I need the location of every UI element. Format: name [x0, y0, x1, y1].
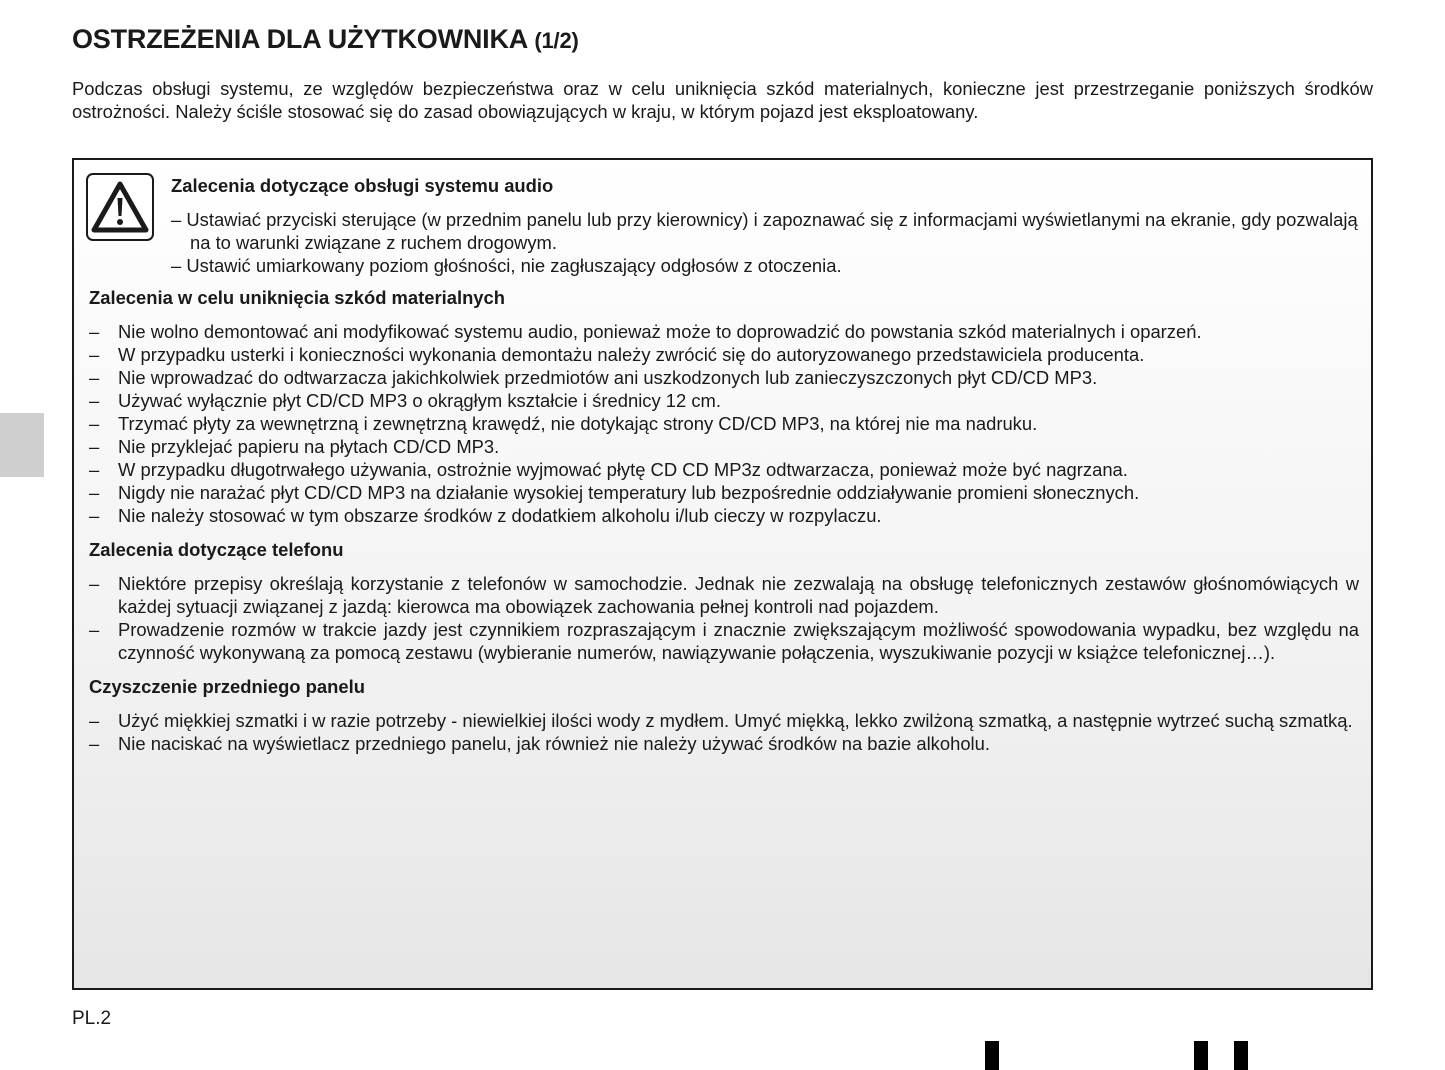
crop-mark — [1234, 1041, 1248, 1070]
section-phone — [89, 538, 1359, 664]
section-heading: Czyszczenie przedniego panelu — [89, 676, 365, 697]
list-item: – Nie wolno demontować ani modyfikować systemu audio, ponieważ może to doprowadzić do powstania szkód materialnych i oparzeń. — [89, 321, 1202, 342]
crop-mark — [985, 1041, 999, 1070]
warning-triangle-icon — [86, 173, 154, 241]
section-material-damage — [89, 286, 1359, 527]
list-item: – Nie należy stosować w tym obszarze środków z dodatkiem alkoholu i/lub cieczy w rozpylaczu. — [89, 505, 882, 526]
section-heading: Zalecenia dotyczące obsługi systemu audio — [171, 175, 554, 196]
section-side-tab — [0, 413, 44, 477]
crop-mark — [1194, 1041, 1208, 1070]
warning-box — [72, 158, 1373, 990]
section-audio — [171, 174, 1361, 277]
page-title — [72, 24, 579, 55]
section-front-panel-cleaning — [89, 675, 1359, 755]
list-item: – Nigdy nie narażać płyt CD/CD MP3 na działanie wysokiej temperatury lub bezpośrednie oddziaływanie promieni słonecznych. — [89, 482, 1140, 503]
page-title-text: OSTRZEŻENIA DLA UŻYTKOWNIKA — [72, 24, 528, 54]
list-item: – Nie naciskać na wyświetlacz przedniego panelu, jak również nie należy używać środków na bazie alkoholu. — [89, 733, 990, 754]
list-item: – Trzymać płyty za wewnętrzną i zewnętrzną krawędź, nie dotykając strony CD/CD MP3, na której nie ma nadruku. — [89, 413, 1038, 434]
list-item: – Nie przyklejać papieru na płytach CD/CD MP3. — [89, 436, 500, 457]
intro-paragraph: Podczas obsługi systemu, ze względów bezpieczeństwa oraz w celu uniknięcia szkód materialnych, konieczne jest przestrzeganie poniższych środków ostrożności. Należy ściśle stosować się do zasad obowiązujących w kraju, w którym pojazd jest eksploatowany. — [72, 78, 1373, 122]
page-title-suffix: (1/2) — [534, 28, 579, 53]
list-item: – Nie wprowadzać do odtwarzacza jakichkolwiek przedmiotów ani uszkodzonych lub zanieczyszczonych płyt CD/CD MP3. — [89, 367, 1098, 388]
list-item: – Ustawić umiarkowany poziom głośności, nie zagłuszający odgłosów z otoczenia. — [171, 255, 842, 276]
list-item: – Ustawiać przyciski sterujące (w przednim panelu lub przy kierownicy) i zapoznawać się z informacjami wyświetlanymi na ekranie, gdy pozwalają na to warunki związane z ruchem drogowym. — [171, 209, 1358, 253]
list-item: – Używać wyłącznie płyt CD/CD MP3 o okrągłym kształcie i średnicy 12 cm. — [89, 390, 721, 411]
list-item: – Niektóre przepisy określają korzystanie z telefonów w samochodzie. Jednak nie zezwalają na obsługę telefonicznych zestawów głośnomówiących w każdej sytuacji związanej z jazdą: kierowca ma obowiązek zachowania pełnej kontroli nad pojazdem. — [89, 573, 1359, 617]
section-heading: Zalecenia w celu uniknięcia szkód materialnych — [89, 287, 505, 308]
section-heading: Zalecenia dotyczące telefonu — [89, 539, 344, 560]
audio-list — [171, 208, 1361, 277]
list-item: – Prowadzenie rozmów w trakcie jazdy jest czynnikiem rozpraszającym i znacznie zwiększającym możliwość spowodowania wypadku, bez względu na czynność wykonywaną za pomocą zestawu (wybieranie numerów, nawiązywanie połączenia, wyszukiwanie pozycji w książce telefonicznej…). — [89, 619, 1359, 663]
list-item: – W przypadku usterki i konieczności wykonania demontażu należy zwrócić się do autoryzowanego przedstawiciela producenta. — [89, 344, 1145, 365]
sections-container — [89, 286, 1359, 766]
list-item: – Użyć miękkiej szmatki i w razie potrzeby - niewielkiej ilości wody z mydłem. Umyć miękką, lekko zwilżoną szmatką, a następnie wytrzeć suchą szmatką. — [89, 710, 1353, 731]
page-number: PL.2 — [72, 1008, 112, 1029]
list-item: – W przypadku długotrwałego używania, ostrożnie wyjmować płytę CD CD MP3z odtwarzacza, ponieważ może być nagrzana. — [89, 459, 1128, 480]
